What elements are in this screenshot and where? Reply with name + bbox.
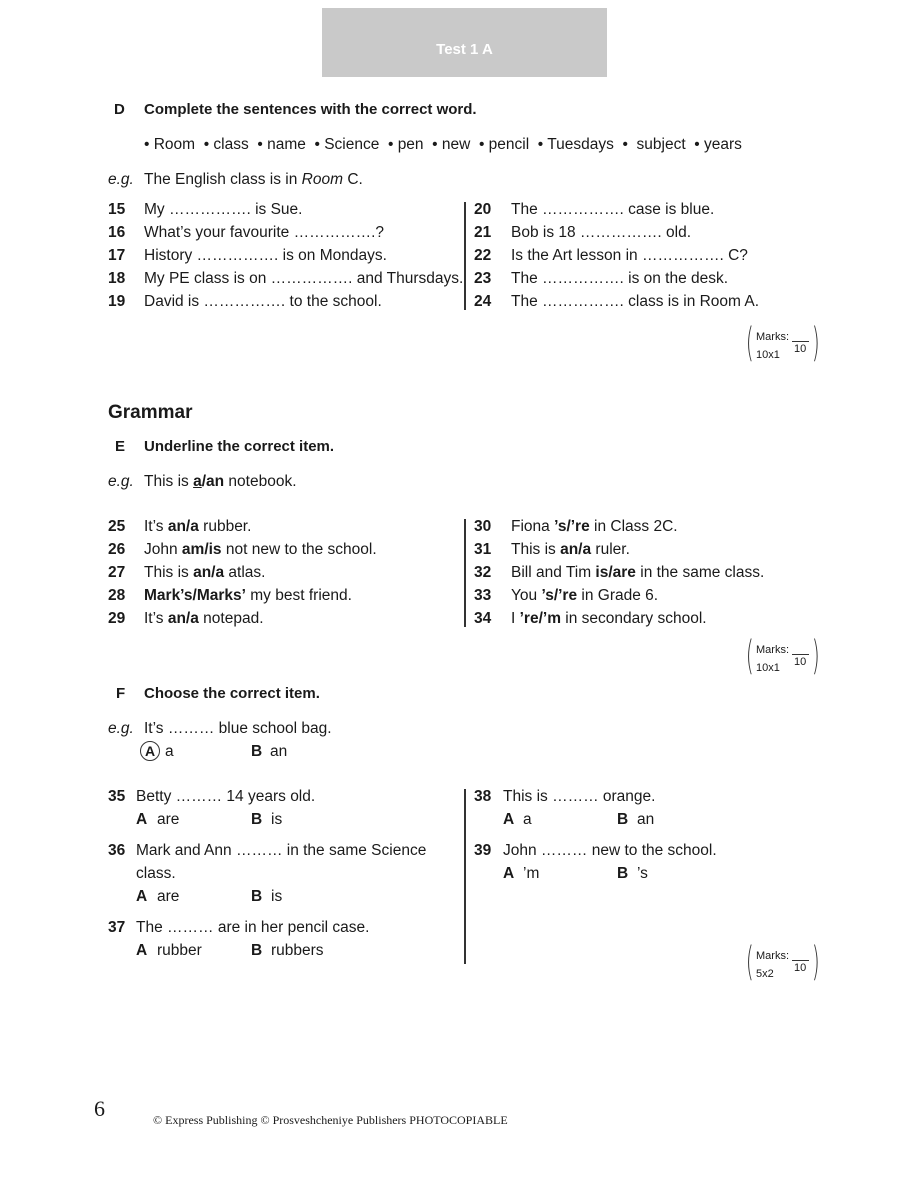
score-blank [792,654,809,655]
item-number: 32 [474,564,492,581]
sentence: It’s an/a notepad. [144,610,264,627]
sentence: Is the Art lesson in ……………. C? [511,247,748,264]
marks-calc: 10x1 [756,349,780,361]
section-f-letter: F [116,685,126,702]
sentence: This is an/a atlas. [144,564,266,581]
sentence: It’s an/a rubber. [144,518,252,535]
test-title: Test 1 A [436,41,493,58]
option-b-letter: B [617,811,629,828]
option-b-text: rubbers [271,942,324,959]
score-blank [792,960,809,961]
page-number: 6 [94,1096,105,1121]
marks-total: 10 [794,656,807,668]
item-number: 36 [108,842,126,859]
item-number: 17 [108,247,126,264]
score-blank [792,341,809,342]
option-b-text: is [271,811,283,828]
marks-box [745,939,821,988]
item-number: 33 [474,587,492,604]
sentence: The ……………. class is in Room A. [511,293,760,310]
item-number: 38 [474,788,492,805]
grammar-heading: Grammar [108,402,193,423]
option-a-letter: A [136,888,148,905]
section-f-example: It’s ……… blue school bag. [144,720,332,737]
option-b-letter: B [251,942,263,959]
option-b-letter: B [251,743,263,760]
sentence: John am/is not new to the school. [144,541,377,558]
section-d-letter: D [114,101,125,118]
item-number: 21 [474,224,492,241]
option-b-letter: B [617,865,629,882]
option-a-letter: A [503,811,515,828]
example-label: e.g. [108,171,134,188]
sentence: Bill and Tim is/are in the same class. [511,564,765,581]
item-number: 22 [474,247,492,264]
item-number: 27 [108,564,126,581]
option-b-text: an [637,811,655,828]
copyright-footer: © Express Publishing © Prosveshcheniye Publishers PHOTOCOPIABLE [153,1113,508,1127]
sentence: David is ……………. to the school. [144,293,382,310]
section-d-instruction: Complete the sentences with the correct word. [144,101,477,118]
item-number: 26 [108,541,126,558]
option-b-text: ’s [637,865,648,882]
marks-label: Marks: [756,644,789,656]
marks-calc: 10x1 [756,662,780,674]
question: Mark and Ann ……… in the same Science [136,842,427,859]
item-number: 34 [474,610,492,627]
word-bank: • Room • class • name • Science • pen • new • pencil • Tuesdays • subject • years [144,136,742,153]
option-a-letter: A [136,942,148,959]
left-paren: ( [745,633,754,679]
option-a-letter: A [136,811,148,828]
item-number: 19 [108,293,126,310]
section-e-letter: E [115,438,126,455]
example-label: e.g. [108,720,134,737]
question: Betty ……… 14 years old. [136,788,316,805]
test-title-banner [322,8,607,77]
item-number: 35 [108,788,126,805]
circled-answer: A [140,741,160,761]
column-divider [464,202,466,310]
option-a-letter: A [503,865,515,882]
option-b-text: is [271,888,283,905]
option-a-text: are [157,811,180,828]
sentence: Mark’s/Marks’ my best friend. [144,587,352,604]
right-paren: ) [812,320,821,366]
sentence: This is an/a ruler. [511,541,630,558]
example-label: e.g. [108,473,134,490]
marks-box [745,320,821,369]
option-b-text: an [270,743,288,760]
sentence: You ’s/’re in Grade 6. [511,587,659,604]
column-divider [464,519,466,627]
question-cont: class. [136,865,176,882]
marks-total: 10 [794,343,807,355]
marks-total: 10 [794,962,807,974]
section-e-instruction: Underline the correct item. [144,438,335,455]
sentence: History ……………. is on Mondays. [144,247,387,264]
right-paren: ) [812,633,821,679]
section-d-example: The English class is in Room C. [144,171,363,188]
item-number: 39 [474,842,492,859]
marks-box [745,633,821,682]
item-number: 24 [474,293,492,310]
sentence: The ……………. is on the desk. [511,270,729,287]
marks-label: Marks: [756,331,789,343]
marks-label: Marks: [756,950,789,962]
item-number: 29 [108,610,126,627]
item-number: 15 [108,201,126,218]
item-number: 37 [108,919,126,936]
item-number: 23 [474,270,492,287]
item-number: 25 [108,518,126,535]
left-paren: ( [745,939,754,985]
section-f-instruction: Choose the correct item. [144,685,320,702]
sentence: Bob is 18 ……………. old. [511,224,692,241]
item-number: 31 [474,541,492,558]
option-a-text: a [523,811,532,828]
question: The ……… are in her pencil case. [136,919,370,936]
option-a-text: are [157,888,180,905]
question: This is ……… orange. [503,788,656,805]
sentence: What’s your favourite …………….? [144,224,385,241]
sentence: My ……………. is Sue. [144,201,303,218]
question: John ……… new to the school. [503,842,717,859]
item-number: 20 [474,201,492,218]
column-divider [464,789,466,964]
option-b-letter: B [251,811,263,828]
sentence: My PE class is on ……………. and Thursdays. [144,270,464,287]
sentence: I ’re/’m in secondary school. [511,610,707,627]
sentence: The ……………. case is blue. [511,201,715,218]
left-paren: ( [745,320,754,366]
item-number: 18 [108,270,126,287]
right-paren: ) [812,939,821,985]
option-a-text: rubber [157,942,202,959]
option-a-text: a [165,743,174,760]
item-number: 28 [108,587,126,604]
item-number: 16 [108,224,126,241]
marks-calc: 5x2 [756,968,774,980]
item-number: 30 [474,518,492,535]
option-b-letter: B [251,888,263,905]
option-a-text: ’m [523,865,540,882]
sentence: Fiona ’s/’re in Class 2C. [511,518,678,535]
section-e-example: This is a/an notebook. [144,473,297,490]
